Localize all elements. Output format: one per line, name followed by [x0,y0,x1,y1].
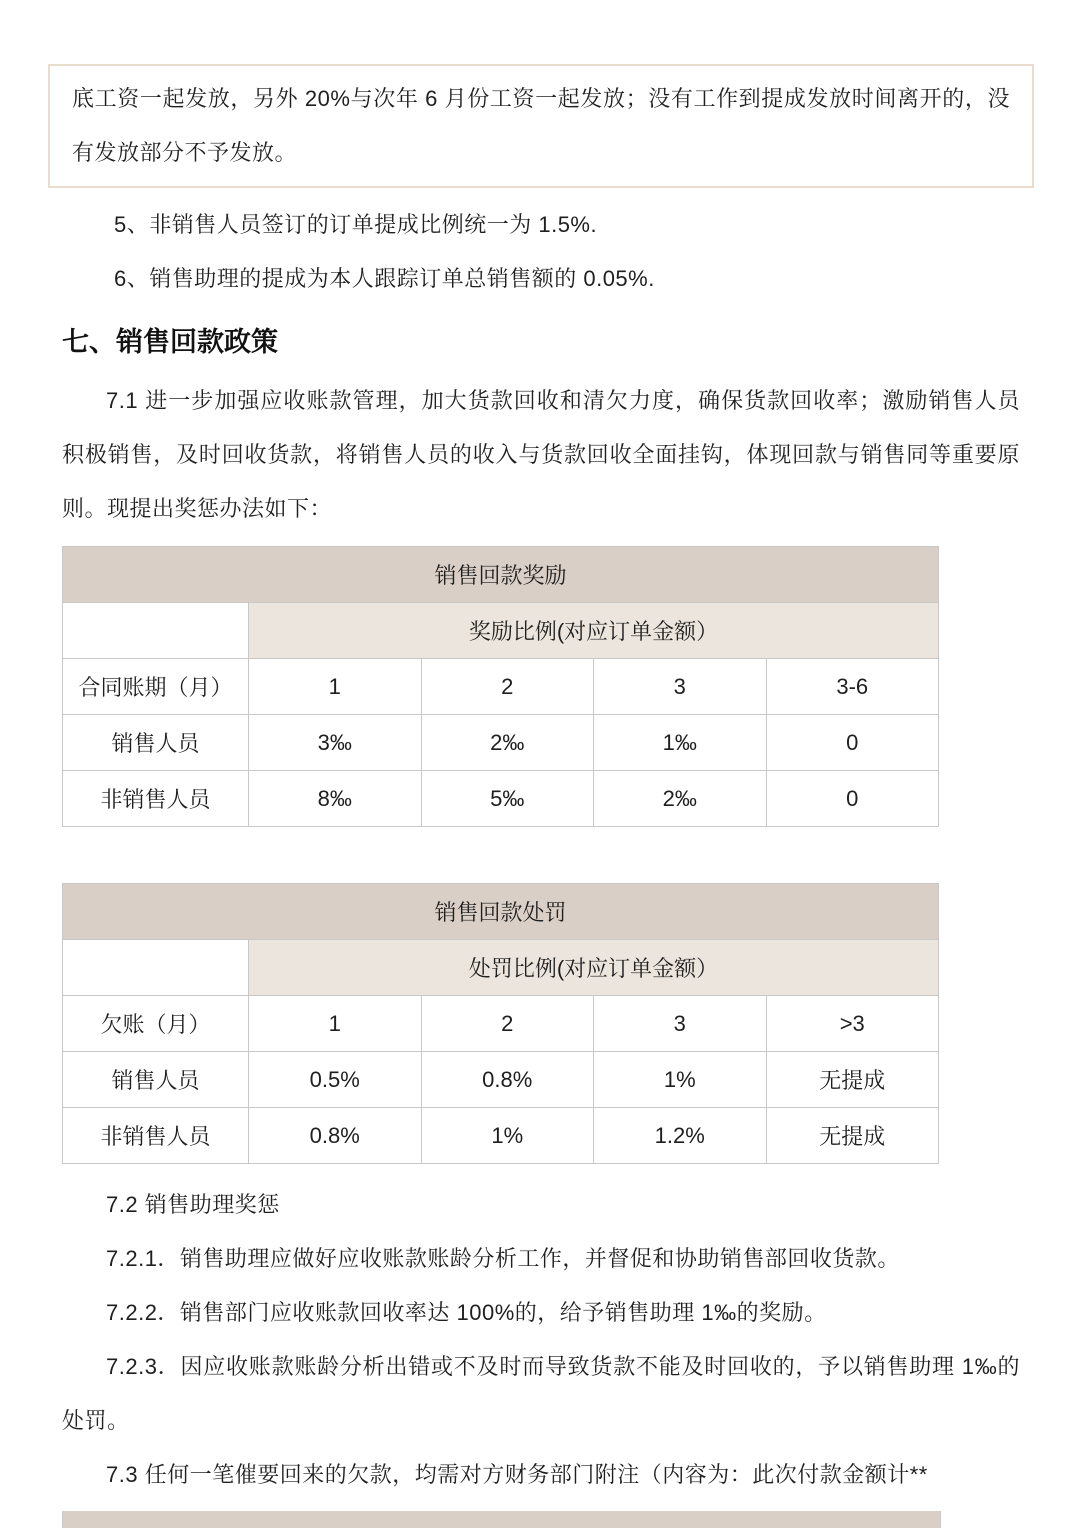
table-cell: 3-6 [766,659,939,715]
penalty-table-subheader: 处罚比例(对应订单金额） [249,940,939,996]
table-cell: 1% [594,1052,767,1108]
table-row [63,659,939,715]
list-item-5: 5、非销售人员签订的订单提成比例统一为 1.5%. [114,212,598,237]
table-cell: 2 [421,659,594,715]
table-cell: 非销售人员 [63,771,249,827]
penalty-table-empty-cell [63,940,249,996]
reward-table-subheader-row [63,603,939,659]
table-cell: 0 [766,715,939,771]
note-text: 底工资一起发放，另外 20%与次年 6 月份工资一起发放；没有工作到提成发放时间离开的，没有发放部分不予发放。 [72,86,1010,165]
table-cell: 1% [421,1108,594,1164]
paragraph-7-2-3: 7.2.3．因应收账款账龄分析出错或不及时而导致货款不能及时回收的，予以销售助理 1‰的处罚。 [62,1354,1020,1433]
paragraph-7-1: 7.1 进一步加强应收账款管理，加大货款回收和清欠力度，确保货款回收率；激励销售人员积极销售，及时回收货款，将销售人员的收入与货款回收全面挂钩，体现回款与销售同等重要原则。现提出奖惩办法如下： [62,388,1020,521]
table-cell: 2 [421,996,594,1052]
table-cell: 非销售人员 [63,1108,249,1164]
partial-next-table-header [62,1511,941,1528]
table-cell: 销售人员 [63,1052,249,1108]
table-cell: 无提成 [766,1108,939,1164]
penalty-table [62,883,939,1164]
table-cell: >3 [766,996,939,1052]
reward-table [62,546,939,827]
table-cell: 3 [594,659,767,715]
table-row [63,771,939,827]
table-cell: 1.2% [594,1108,767,1164]
reward-table-subheader: 奖励比例(对应订单金额） [249,603,939,659]
list-item-6: 6、销售助理的提成为本人跟踪订单总销售额的 0.05%. [114,266,655,291]
table-cell: 5‰ [421,771,594,827]
table-cell: 0.8% [249,1108,422,1164]
table-cell: 欠账（月） [63,996,249,1052]
table-cell: 2‰ [421,715,594,771]
section-heading: 七、销售回款政策 [62,327,278,357]
penalty-table-subheader-row [63,940,939,996]
after-tables-section [62,1178,1020,1502]
table-row [63,715,939,771]
table-cell: 合同账期（月） [63,659,249,715]
table-cell: 1 [249,659,422,715]
note-box [48,64,1034,188]
table-cell: 销售人员 [63,715,249,771]
penalty-table-title-row [63,884,939,940]
paragraph-7-2-1: 7.2.1．销售助理应做好应收账款账龄分析工作，并督促和协助销售部回收货款。 [106,1246,900,1271]
table-row [63,996,939,1052]
table-cell: 2‰ [594,771,767,827]
reward-table-title-row [63,547,939,603]
paragraph-7-3: 7.3 任何一笔催要回来的欠款，均需对方财务部门附注（内容为：此次付款金额计** [106,1462,928,1487]
table-cell: 无提成 [766,1052,939,1108]
table-row [63,1108,939,1164]
table-cell: 0 [766,771,939,827]
table-cell: 0.8% [421,1052,594,1108]
reward-table-title: 销售回款奖励 [63,547,939,603]
penalty-table-title: 销售回款处罚 [63,884,939,940]
table-cell: 3 [594,996,767,1052]
table-cell: 1‰ [594,715,767,771]
table-cell: 8‰ [249,771,422,827]
paragraph-7-2: 7.2 销售助理奖惩 [106,1192,280,1217]
table-cell: 0.5% [249,1052,422,1108]
reward-table-empty-cell [63,603,249,659]
table-row [63,1052,939,1108]
table-cell: 1 [249,996,422,1052]
paragraph-7-2-2: 7.2.2．销售部门应收账款回收率达 100%的，给予销售助理 1‰的奖励。 [106,1300,827,1325]
table-cell: 3‰ [249,715,422,771]
